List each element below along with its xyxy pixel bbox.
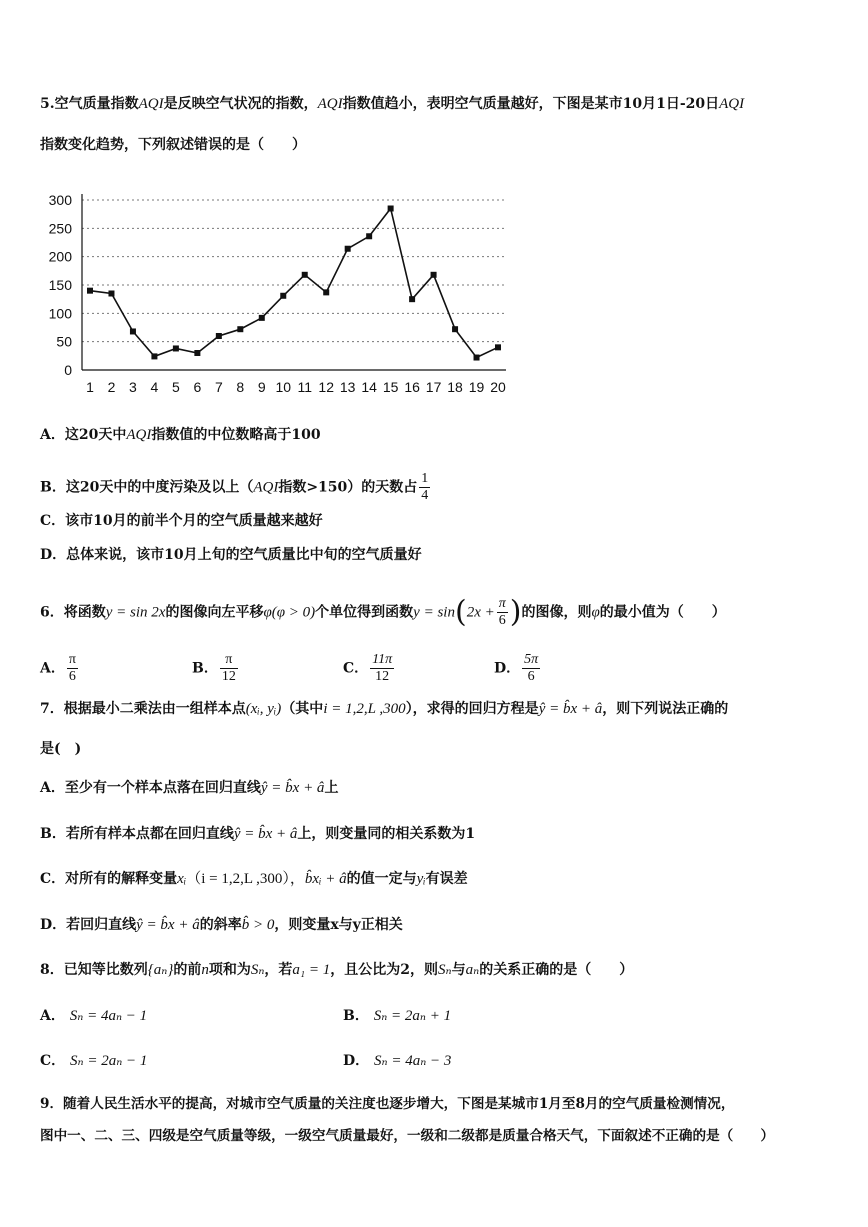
q8-option-b: B． Sₙ = 2aₙ + 1 <box>343 1008 452 1024</box>
aqi-series-line <box>90 209 498 358</box>
x-tick-label: 5 <box>171 379 180 395</box>
q6-option-b: B． $\frac{\pi}{12}$ <box>192 652 236 684</box>
data-point <box>323 289 329 295</box>
q6-option-d: D． $\frac{5\pi}{6}$ <box>494 652 539 684</box>
q5-stem-line2: 指数变化趋势，下列叙述错误的是（ ） <box>40 137 306 153</box>
x-tick-label: 3 <box>129 379 137 395</box>
aqi-line-chart <box>40 180 520 400</box>
x-tick-label: 1 <box>86 379 94 395</box>
q7-option-a: A．至少有一个样本点落在回归直线ŷ = b̂x + â上 <box>40 780 339 796</box>
q5-option-c: C．该市10月的前半个月的空气质量越来越好 <box>40 513 323 529</box>
data-point <box>87 288 93 294</box>
data-point <box>302 272 308 278</box>
x-tick-label: 8 <box>236 379 245 395</box>
fraction-one-quarter: $\frac{1}{4}$ <box>421 471 429 503</box>
data-point <box>280 293 286 299</box>
x-tick-label: 20 <box>490 379 506 395</box>
x-tick-label: 10 <box>275 379 292 395</box>
data-point <box>366 233 372 239</box>
q6-stem: 6．将函数y = sin 2x的图像向左平移φ(φ > 0)个单位得到函数y = sin(2x + $\frac{\pi}{6}$ )的图像，则φ的最小值为（ ） <box>40 594 726 630</box>
data-point <box>194 350 200 356</box>
q7-stem-line2: 是( ) <box>40 741 82 757</box>
x-tick-label: 7 <box>214 379 223 395</box>
y-tick-label: 100 <box>48 305 72 322</box>
x-tick-label: 9 <box>257 379 266 395</box>
data-point <box>345 246 351 252</box>
chart-grid <box>82 200 506 342</box>
data-point <box>237 326 243 332</box>
q5-option-d: D．总体来说，该市10月上旬的空气质量比中旬的空气质量好 <box>40 547 422 563</box>
q7-option-d: D．若回归直线ŷ = b̂x + â的斜率b̂ > 0，则变量x与y正相关 <box>40 917 403 933</box>
q7-option-b: B．若所有样本点都在回归直线ŷ = b̂x + â上，则变量同的相关系数为1 <box>40 826 476 842</box>
q7-stem-line1: 7．根据最小二乘法由一组样本点(xᵢ, yᵢ)（其中i = 1,2,L ,300），求得的回归方程是ŷ = b̂x + â，则下列说法正确的 <box>40 701 729 717</box>
x-tick-label: 2 <box>107 379 116 395</box>
chart-axes <box>82 194 506 370</box>
x-tick-label: 15 <box>382 379 399 395</box>
q5-option-b: B．这20天中的中度污染及以上（AQI指数>150）的天数占 $\frac{1}{4}$ <box>40 471 429 503</box>
x-tick-label: 14 <box>361 379 377 395</box>
chart-xticks <box>86 379 506 395</box>
q8-option-c: C． Sₙ = 2aₙ − 1 <box>40 1053 148 1069</box>
q8-option-d: D． Sₙ = 4aₙ − 3 <box>343 1053 452 1069</box>
data-point <box>130 328 136 334</box>
q5-aqi-2: AQI <box>317 96 343 112</box>
q9-stem-line2: 图中一、二、三、四级是空气质量等级，一级空气质量最好，一级和二级都是质量合格天气，下面叙述不正确的是（ ） <box>40 1128 775 1144</box>
x-tick-label: 6 <box>193 379 202 395</box>
y-tick-label: 200 <box>48 248 72 265</box>
x-tick-label: 16 <box>404 379 420 395</box>
x-tick-label: 13 <box>339 379 356 395</box>
q5-aqi-1: AQI <box>138 96 164 112</box>
data-point <box>151 353 157 359</box>
q8-stem: 8．已知等比数列{aₙ}的前n项和为Sₙ，若a₁ = 1，且公比为2，则Sₙ与aₙ的关系正确的是（ ） <box>40 962 634 978</box>
data-point <box>474 355 480 361</box>
x-tick-label: 11 <box>297 379 313 395</box>
y-tick-label: 50 <box>56 333 72 350</box>
data-point <box>388 206 394 212</box>
y-tick-label: 300 <box>48 192 72 208</box>
q6-option-a: A． $\frac{\pi}{6}$ <box>40 652 76 684</box>
y-tick-label: 150 <box>48 277 72 293</box>
y-tick-label: 0 <box>64 362 72 378</box>
data-point <box>495 344 501 350</box>
x-tick-label: 4 <box>150 379 159 395</box>
x-tick-label: 17 <box>425 379 442 395</box>
x-tick-label: 18 <box>447 379 463 395</box>
q6-option-c: C． $\frac{11\pi}{12}$ <box>343 652 393 684</box>
q5-aqi-3: AQI <box>719 96 745 112</box>
chart-yticks <box>49 192 73 378</box>
data-point <box>259 315 265 321</box>
x-tick-label: 12 <box>318 379 334 395</box>
data-point <box>431 272 437 278</box>
data-point <box>173 345 179 351</box>
data-point <box>409 296 415 302</box>
data-point <box>108 291 114 297</box>
q5-stem-line1: 5.空气质量指数AQI是反映空气状况的指数，AQI指数值趋小，表明空气质量越好，下图是某市10月1日-20日AQI <box>40 96 745 112</box>
y-tick-label: 250 <box>48 220 72 237</box>
data-point <box>452 326 458 332</box>
q5-option-a: A．这20天中AQI指数值的中位数略高于100 <box>40 427 321 443</box>
data-point <box>216 333 222 339</box>
q9-stem-line1: 9．随着人民生活水平的提高，对城市空气质量的关注度也逐步增大，下图是某城市1月至8月的空气质量检测情况， <box>40 1096 735 1112</box>
q7-option-c: C．对所有的解释变量xᵢ（i = 1,2,L ,300），b̂xᵢ + â的值一定与yᵢ有误差 <box>40 871 468 887</box>
q8-option-a: A． Sₙ = 4aₙ − 1 <box>40 1008 148 1024</box>
x-tick-label: 19 <box>468 379 485 395</box>
